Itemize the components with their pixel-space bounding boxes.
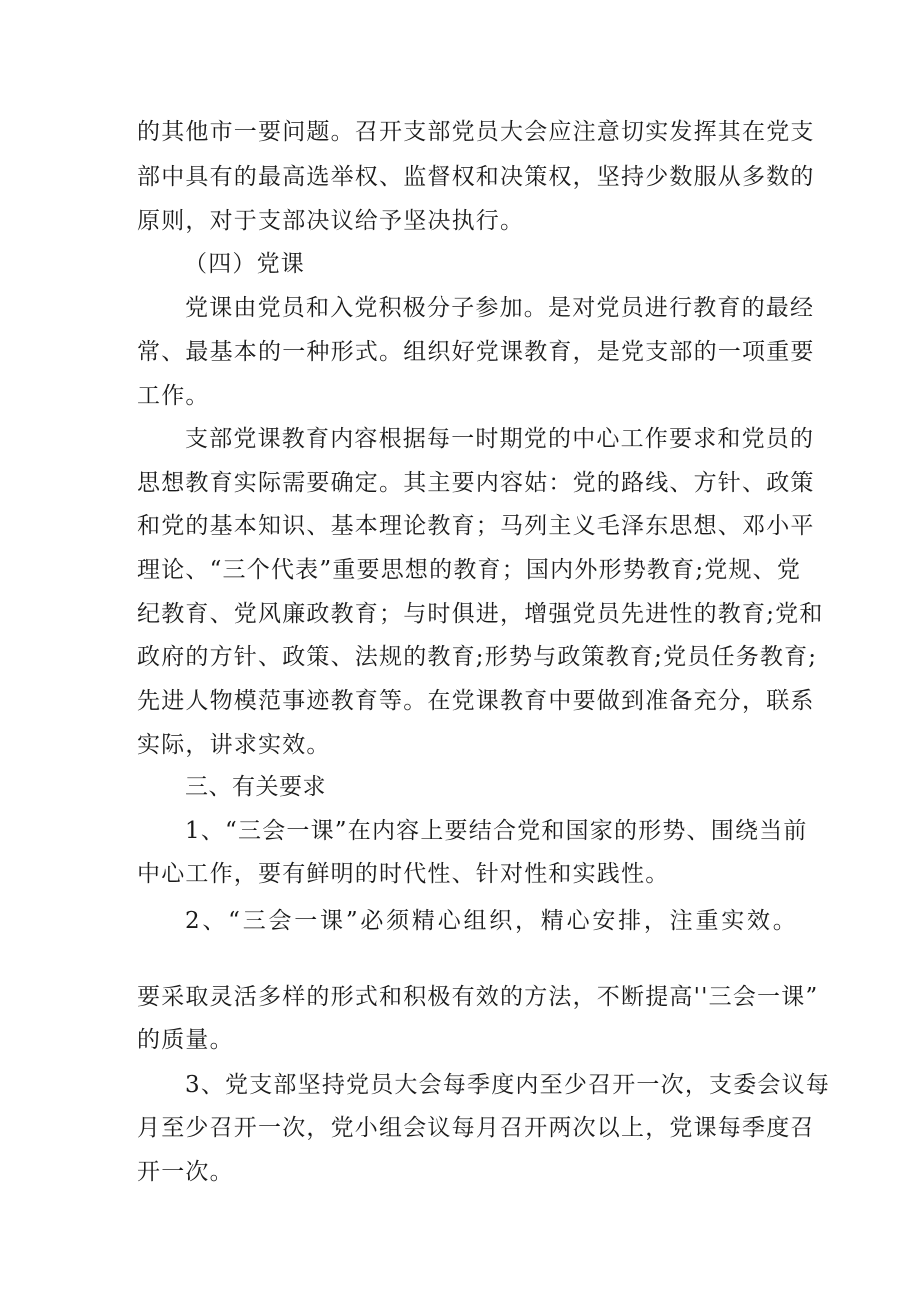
paragraph-line: 思想教育实际需要确定。其主要内容姑：党的路线、方针、政策 <box>137 470 815 496</box>
section-title-requirements: 三、有关要求 <box>185 774 326 800</box>
requirement-line: 3、党支部坚持党员大会每季度内至少召开一次，支委会议每 <box>185 1072 831 1098</box>
paragraph-line: 部中具有的最高选举权、监督权和决策权，坚持少数服从多数的 <box>137 164 815 190</box>
paragraph-line: 常、最基本的一种形式。组织好党课教育，是党支部的一项重要 <box>137 339 815 365</box>
paragraph-line: 的其他市一要问题。召开支部党员大会应注意切实发挥其在党支 <box>137 119 815 145</box>
requirement-line: 开一次。 <box>137 1159 234 1185</box>
paragraph-line: 党课由党员和入党积极分子参加。是对党员进行教育的最经 <box>185 295 815 321</box>
paragraph-line: 先进人物模范事迹教育等。在党课教育中要做到准备充分，联系 <box>137 688 815 714</box>
paragraph-line: 工作。 <box>137 383 210 409</box>
paragraph-line: 和党的基本知识、基本理论教育；马列主义毛泽东思想、邓小平 <box>137 513 815 539</box>
paragraph-line: 纪教育、党风廉政教育；与时俱进，增强党员先进性的教育;党和 <box>137 601 824 627</box>
requirement-line: 1、“三会一课”在内容上要结合党和国家的形势、围绕当前 <box>185 818 808 844</box>
requirement-line: 2、“三会一课”必须精心组织，精心安排，注重实效。 <box>185 908 797 934</box>
requirement-line: 中心工作，要有鲜明的时代性、针对性和实践性。 <box>137 861 670 887</box>
section-title-dangke: （四）党课 <box>184 251 305 277</box>
paragraph-line: 要采取灵活多样的形式和积极有效的方法，不断提高''三会一课” <box>137 984 819 1010</box>
paragraph-line: 的质量。 <box>137 1027 234 1053</box>
paragraph-line: 政府的方针、政策、法规的教育;形势与政策教育;党员任务教育; <box>137 644 818 670</box>
paragraph-line: 原则，对于支部决议给予坚决执行。 <box>137 208 525 234</box>
paragraph-line: 支部党课教育内容根据每一时期党的中心工作要求和党员的 <box>185 426 815 452</box>
requirement-line: 月至少召开一次，党小组会议每月召开两次以上，党课每季度召 <box>137 1115 815 1141</box>
paragraph-line: 实际，讲求实效。 <box>137 732 331 758</box>
paragraph-line: 理论、“三个代表”重要思想的教育；国内外形势教育;党规、党 <box>137 557 802 583</box>
